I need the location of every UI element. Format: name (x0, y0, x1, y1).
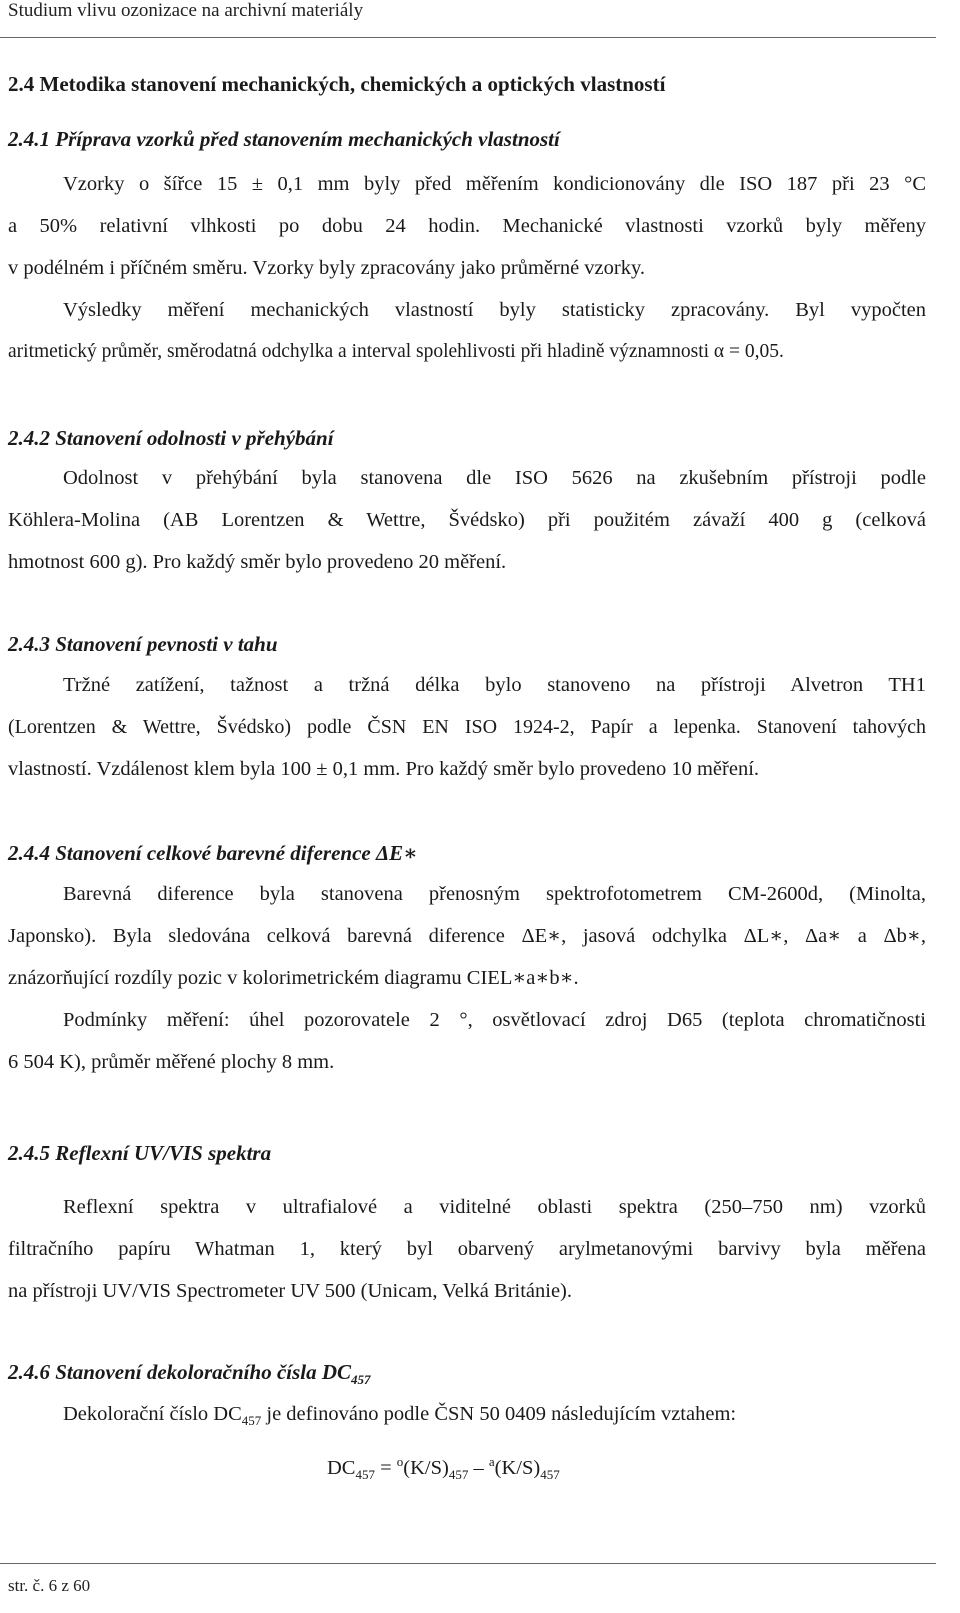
paragraph-line: aritmetický průměr, směrodatná odchylka a interval spolehlivosti při hladině významnosti α = 0,05. (8, 341, 784, 362)
paragraph-line: v podélném i příčném směru. Vzorky byly zpracovány jako průměrné vzorky. (8, 257, 646, 279)
eq-ks-term: (K/S) (494, 1457, 541, 1479)
heading-2-4-4: 2.4.4 Stanovení celkové barevné diference ΔE∗ (8, 841, 418, 865)
heading-2-4-6 (8, 1360, 371, 1388)
paragraph-line: Japonsko). Byla sledována celková barevná diference ΔE∗, jasová odchylka ΔL∗, Δa∗ a Δb∗, (8, 925, 926, 947)
heading-2-4-5: 2.4.5 Reflexní UV/VIS spektra (8, 1141, 272, 1165)
heading-2-4-1: 2.4.1 Příprava vzorků před stanovením mechanických vlastností (8, 127, 560, 151)
text-run: je definováno podle ČSN 50 0409 následujícím vztahem: (261, 1403, 737, 1425)
paragraph-line: Reflexní spektra v ultrafialové a viditelné oblasti spektra (250–750 nm) vzorků (63, 1196, 926, 1218)
paragraph-line: filtračního papíru Whatman 1, který byl obarvený arylmetanovými barvivy byla měřena (8, 1238, 926, 1260)
paragraph-line: vlastností. Vzdálenost klem byla 100 ± 0,1 mm. Pro každý směr bylo provedeno 10 měření. (8, 758, 760, 780)
paragraph-line: Výsledky měření mechanických vlastností byly statisticky zpracovány. Byl vypočten (63, 299, 926, 321)
paragraph-2-4-1 (8, 163, 926, 373)
paragraph-line: 6 504 K), průměr měřené plochy 8 mm. (8, 1051, 335, 1073)
eq-ks-subscript: 457 (540, 1467, 560, 1483)
equation (327, 1454, 560, 1483)
header-rule (0, 37, 936, 38)
paragraph-line: Köhlera-Molina (AB Lorentzen & Wettre, Švédsko) při použitém závaží 400 g (celková (8, 509, 926, 531)
paragraph-line: a 50% relativní vlhkosti po dobu 24 hodin. Mechanické vlastnosti vzorků byly měřeny (8, 215, 926, 237)
paragraph-line: (Lorentzen & Wettre, Švédsko) podle ČSN EN ISO 1924-2, Papír a lepenka. Stanovení tahových (8, 716, 926, 738)
eq-ks-term: (K/S) (403, 1457, 449, 1479)
paragraph-line: Barevná diference byla stanovena přenosným spektrofotometrem CM-2600d, (Minolta, (63, 883, 926, 905)
paragraph-line: Vzorky o šířce 15 ± 0,1 mm byly před měřením kondicionovány dle ISO 187 při 23 °C (63, 173, 926, 195)
eq-minus: – (468, 1457, 489, 1479)
subscript: 457 (241, 1413, 262, 1429)
heading-text: 2.4.6 Stanovení dekoloračního čísla DC (8, 1360, 352, 1384)
paragraph-2-4-3 (8, 664, 926, 790)
eq-equals: = (374, 1457, 397, 1479)
section-title: 2.4 Metodika stanovení mechanických, chemických a optických vlastností (8, 72, 666, 96)
paragraph-2-4-5 (8, 1186, 926, 1312)
paragraph-line: znázorňující rozdíly pozic v kolorimetrickém diagramu CIEL∗a∗b∗. (8, 967, 579, 989)
text-run: Dekolorační číslo DC (63, 1403, 242, 1425)
paragraph-line: Tržné zatížení, tažnost a tržná délka bylo stanoveno na přístroji Alvetron TH1 (63, 674, 926, 696)
running-header: Studium vlivu ozonizace na archivní materiály (8, 0, 364, 21)
page-number: str. č. 6 z 60 (8, 1576, 91, 1595)
heading-subscript: 457 (351, 1372, 371, 1388)
eq-superscript-a: a (488, 1454, 495, 1470)
eq-ks-subscript: 457 (448, 1467, 469, 1483)
paragraph-line: Podmínky měření: úhel pozorovatele 2 °, osvětlovací zdroj D65 (teplota chromatičnosti (63, 1009, 926, 1031)
paragraph-2-4-6 (63, 1403, 737, 1429)
eq-dc: DC (327, 1457, 356, 1479)
eq-dc-subscript: 457 (355, 1467, 375, 1483)
eq-superscript-o: o (396, 1454, 404, 1470)
paragraph-2-4-4 (8, 873, 926, 1083)
paragraph-line: na přístroji UV/VIS Spectrometer UV 500 (Unicam, Velká Británie). (8, 1280, 573, 1302)
heading-2-4-2: 2.4.2 Stanovení odolnosti v přehýbání (8, 426, 334, 450)
heading-2-4-3: 2.4.3 Stanovení pevnosti v tahu (8, 632, 278, 656)
paragraph-line: Odolnost v přehýbání byla stanovena dle ISO 5626 na zkušebním přístroji podle (63, 467, 926, 489)
paragraph-line: hmotnost 600 g). Pro každý směr bylo provedeno 20 měření. (8, 551, 507, 573)
footer-rule (0, 1563, 936, 1564)
paragraph-2-4-2 (8, 457, 926, 583)
